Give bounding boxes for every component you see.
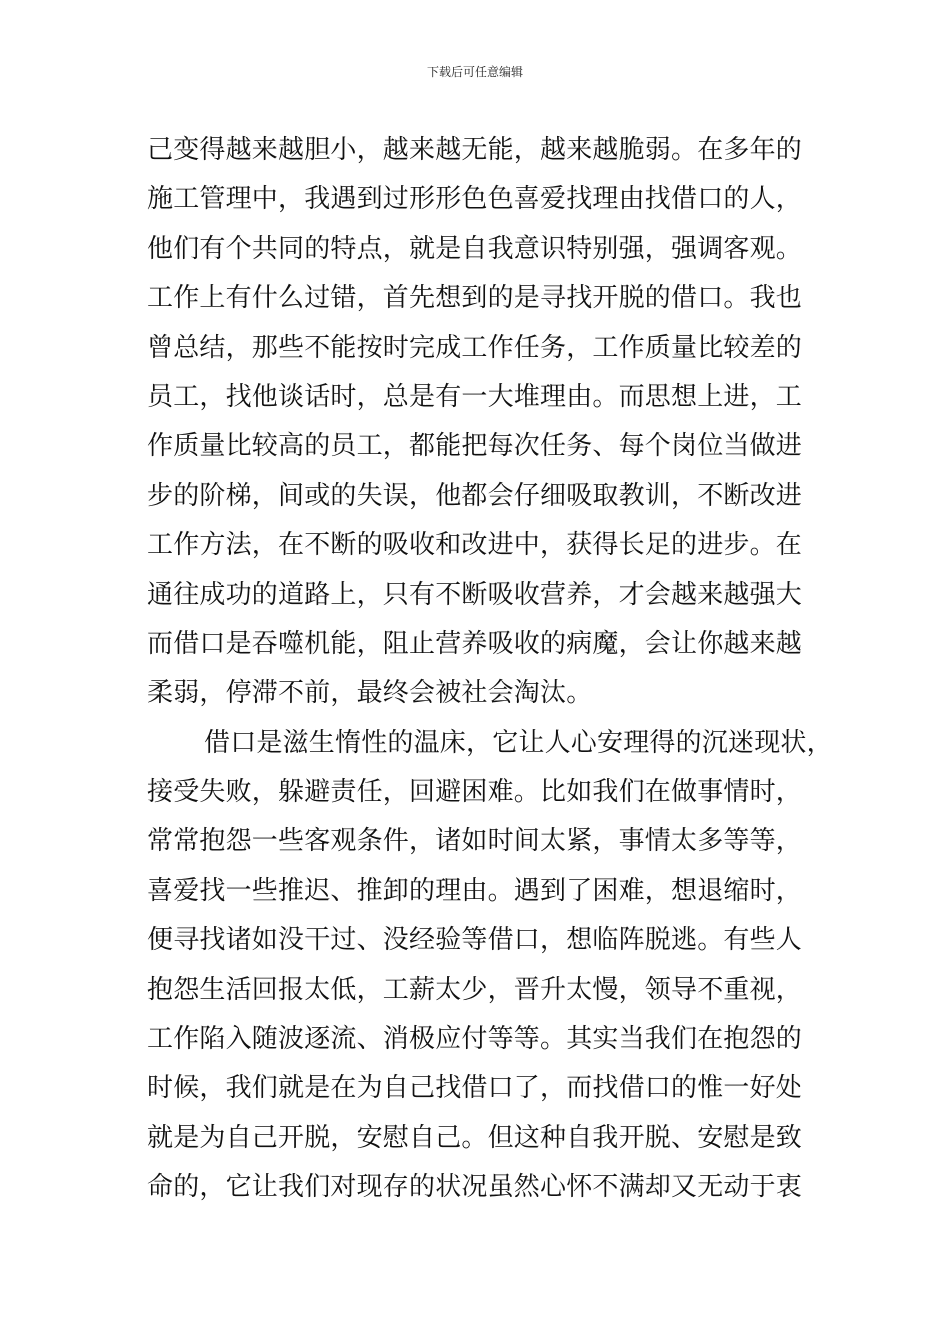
text-line: 作质量比较高的员工，都能把每次任务、每个岗位当做进 bbox=[147, 431, 803, 462]
text-line: 己变得越来越胆小，越来越无能，越来越脆弱。在多年的 bbox=[147, 135, 803, 165]
text-line: 他们有个共同的特点，就是自我意识特别强，强调客观。 bbox=[147, 233, 803, 264]
text-line: 工作方法，在不断的吸收和改进中，获得长足的进步。在 bbox=[147, 530, 803, 561]
text-line: 接受失败，躲避责任，回避困难。比如我们在做事情时， bbox=[147, 777, 803, 808]
text-line: 通往成功的道路上，只有不断吸收营养，才会越来越强大 bbox=[147, 579, 803, 610]
text-line: 施工管理中，我遇到过形形色色喜爱找理由找借口的人， bbox=[147, 184, 803, 215]
document-body bbox=[147, 126, 847, 1213]
text-line: 员工，找他谈话时，总是有一大堆理由。而思想上进，工 bbox=[147, 381, 803, 412]
text-line: 工作陷入随波逐流、消极应付等等。其实当我们在抱怨的 bbox=[147, 1024, 803, 1055]
text-line: 就是为自己开脱，安慰自己。但这种自我开脱、安慰是致 bbox=[147, 1122, 803, 1153]
text-line: 常常抱怨一些客观条件，诸如时间太紧，事情太多等等， bbox=[147, 826, 803, 857]
text-line: 柔弱，停滞不前，最终会被社会淘汰。 bbox=[147, 678, 593, 709]
text-line: 曾总结，那些不能按时完成工作任务，工作质量比较差的 bbox=[147, 332, 803, 363]
text-line: 抱怨生活回报太低，工薪太少，晋升太慢，领导不重视， bbox=[147, 974, 803, 1005]
page-header: 下载后可任意编辑 bbox=[426, 65, 523, 79]
text-line: 工作上有什么过错，首先想到的是寻找开脱的借口。我也 bbox=[147, 283, 803, 314]
text-line: 喜爱找一些推迟、推卸的理由。遇到了困难，想退缩时， bbox=[147, 875, 803, 906]
text-line: 时候，我们就是在为自己找借口了，而找借口的惟一好处 bbox=[147, 1073, 803, 1104]
paragraph-start-line: 借口是滋生惰性的温床，它让人心安理得的沉迷现状， bbox=[204, 727, 833, 758]
text-line: 而借口是吞噬机能，阻止营养吸收的病魔，会让你越来越 bbox=[147, 628, 803, 659]
text-line: 便寻找诸如没干过、没经验等借口，想临阵脱逃。有些人 bbox=[147, 925, 803, 956]
text-line: 步的阶梯，间或的失误，他都会仔细吸取教训，不断改进 bbox=[147, 480, 803, 511]
text-line: 命的，它让我们对现存的状况虽然心怀不满却又无动于衷 bbox=[147, 1172, 803, 1203]
